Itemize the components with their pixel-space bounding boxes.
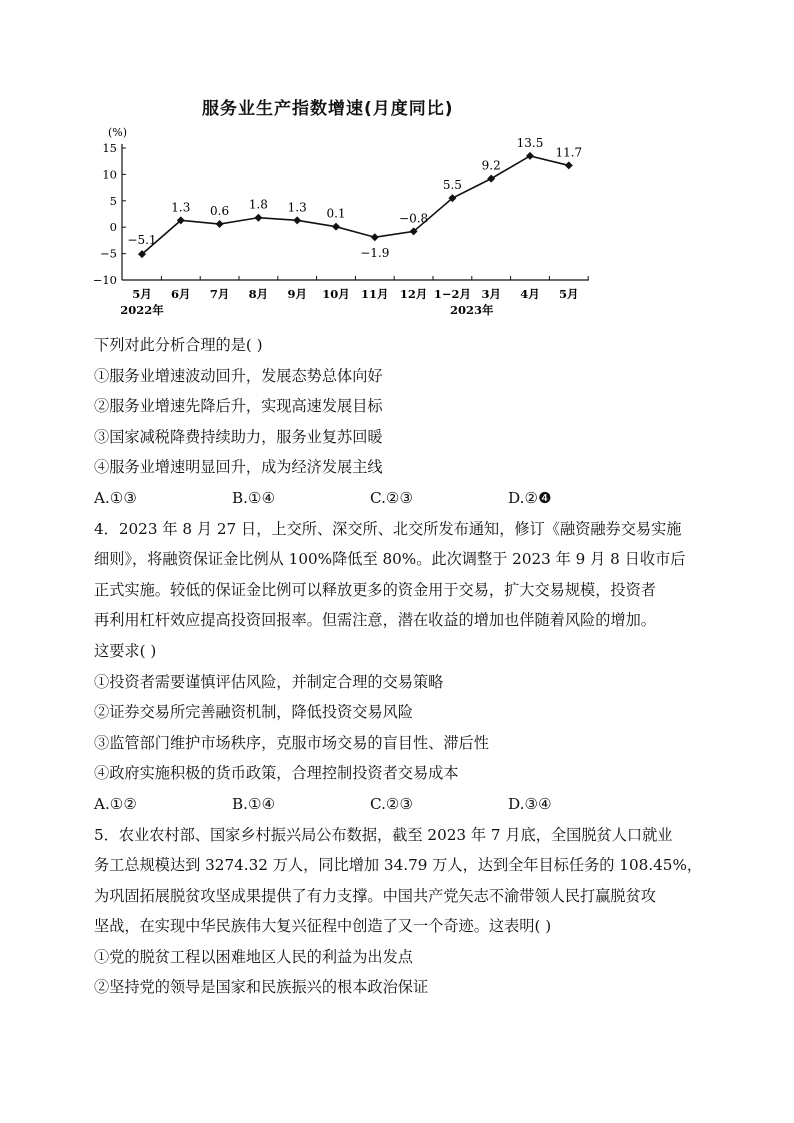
q3-stem: 下列对此分析合理的是( ) [94, 336, 263, 354]
data-point [526, 152, 534, 160]
x-tick-label: 11月 [361, 287, 389, 301]
data-label: 1.8 [248, 197, 268, 212]
y-axis-unit: (%) [108, 126, 128, 139]
chart-container [92, 92, 602, 322]
data-label: 1.3 [287, 200, 307, 215]
x-tick-label: 5月 [559, 287, 579, 301]
q5-line-4: 坚战，在实现中华民族伟大复兴征程中创造了又一个奇迹。这表明( ) [94, 917, 552, 936]
data-point [293, 216, 301, 224]
q5-line-1: 5．农业农村部、国家乡村振兴局公布数据，截至 2023 年 7 月底，全国脱贫人口就业 [94, 825, 673, 844]
q4-line-5: 这要求( ) [94, 641, 157, 660]
q4-option-b: B.①④ [232, 794, 276, 813]
data-label: −5.1 [127, 233, 157, 248]
data-point [487, 175, 495, 183]
data-label: 5.5 [442, 178, 462, 193]
year-label-2022: 2022年 [120, 303, 164, 317]
questions [94, 330, 704, 1003]
chart-title: 服务业生产指数增速(月度同比) [202, 99, 454, 119]
x-tick-label: 6月 [171, 287, 191, 301]
q4-options [94, 789, 704, 820]
q3-item-3: ③国家减税降费持续助力，服务业复苏回暖 [94, 427, 383, 446]
q3-option-a: A.①③ [94, 488, 138, 507]
x-tick-label: 3月 [481, 287, 501, 301]
q4-option-c: C.②③ [370, 794, 414, 813]
x-tick-label: 8月 [248, 287, 269, 301]
y-tick-label: −5 [100, 246, 117, 261]
y-tick-label: 0 [109, 220, 117, 235]
x-tick-label: 1−2月 [433, 287, 471, 301]
x-tick-label: 10月 [322, 287, 350, 301]
q4-line-2: 细则》，将融资保证金比例从 100%降低至 80%。此次调整于 2023 年 9 月 8 日收市后 [94, 550, 686, 569]
q5-item-2: ②坚持党的领导是国家和民族振兴的根本政治保证 [94, 978, 429, 997]
q3-item-1: ①服务业增速波动回升，发展态势总体向好 [94, 366, 383, 385]
y-tick-label: −10 [92, 273, 117, 287]
q3-option-c: C.②③ [370, 488, 414, 507]
x-tick-label: 7月 [209, 287, 230, 301]
year-label-2023: 2023年 [450, 303, 494, 317]
q4-line-3: 正式实施。较低的保证金比例可以释放更多的资金用于交易，扩大交易规模，投资者 [94, 580, 656, 599]
data-point [254, 214, 262, 222]
data-point [371, 233, 379, 241]
q3-option-d: D.②❹ [508, 488, 552, 507]
data-point [565, 161, 573, 169]
q3-item-4: ④服务业增速明显回升，成为经济发展主线 [94, 458, 383, 477]
q4-option-d: D.③④ [508, 794, 552, 813]
x-tick-label: 12月 [399, 287, 428, 301]
data-label: 1.3 [171, 200, 191, 215]
data-point [216, 220, 224, 228]
data-label: 0.6 [210, 204, 230, 219]
line-chart [92, 92, 602, 322]
series-line [142, 156, 569, 254]
x-tick-label: 5月 [132, 287, 152, 301]
q5-line-3: 为巩固拓展脱贫攻坚成果提供了有力支撑。中国共产党矢志不渝带领人民打赢脱贫攻 [94, 886, 656, 905]
x-tick-label: 9月 [287, 287, 307, 301]
data-label: 9.2 [481, 158, 501, 173]
x-tick-label: 4月 [520, 287, 540, 301]
q4-line-4: 再利用杠杆效应提高投资回报率。但需注意，潜在收益的增加也伴随着风险的增加。 [94, 611, 656, 630]
q3-options [94, 483, 704, 514]
data-label: −1.9 [360, 246, 390, 261]
q5-item-1: ①党的脱贫工程以困难地区人民的利益为出发点 [94, 947, 413, 966]
q4-item-1: ①投资者需要谨慎评估风险，并制定合理的交易策略 [94, 672, 444, 691]
q4-line-1: 4．2023 年 8 月 27 日，上交所、深交所、北交所发布通知，修订《融资融券交易实施 [94, 519, 682, 538]
q3-option-b: B.①④ [232, 488, 276, 507]
q3-item-2: ②服务业增速先降后升，实现高速发展目标 [94, 397, 383, 416]
data-label: 11.7 [555, 145, 583, 160]
y-tick-label: 15 [102, 141, 117, 155]
q4-option-a: A.①② [94, 794, 138, 813]
q4-item-4: ④政府实施积极的货币政策，合理控制投资者交易成本 [94, 764, 459, 783]
q4-item-3: ③监管部门维护市场秩序，克服市场交易的盲目性、滞后性 [94, 733, 489, 752]
y-tick-label: 10 [102, 167, 117, 182]
q4-item-2: ②证券交易所完善融资机制，降低投资交易风险 [94, 703, 413, 722]
data-label: 0.1 [326, 206, 346, 221]
data-label: 13.5 [516, 135, 544, 150]
y-tick-label: 5 [109, 193, 117, 208]
q5-line-2: 务工总规模达到 3274.32 万人，同比增加 34.79 万人，达到全年目标任务的 108.45%， [94, 856, 703, 875]
data-label: −0.8 [399, 211, 429, 226]
data-point [332, 223, 340, 231]
